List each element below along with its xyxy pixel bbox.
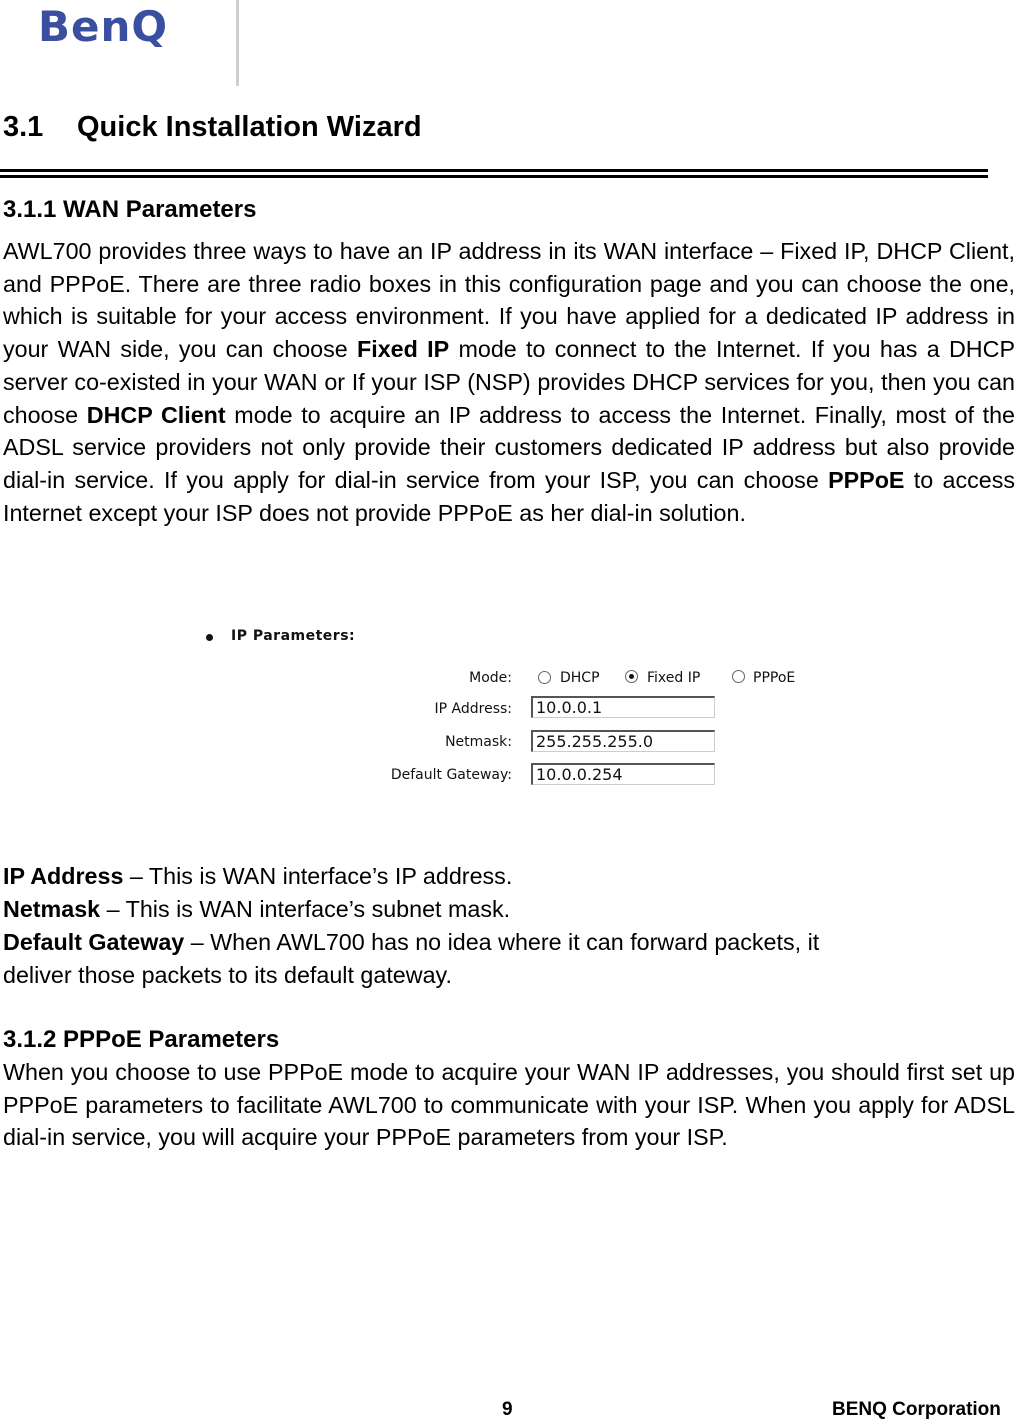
title-rule-top bbox=[0, 169, 988, 172]
ip-parameters-panel bbox=[200, 624, 820, 794]
radio-dhcp[interactable] bbox=[538, 671, 551, 684]
term-fixed-ip: Fixed IP bbox=[357, 336, 450, 363]
wan-heading: 3.1.1 WAN Parameters bbox=[3, 196, 257, 223]
netmask-input[interactable]: 255.255.255.0 bbox=[531, 730, 715, 752]
term-pppoe: PPPoE bbox=[828, 466, 905, 493]
default-gateway-input[interactable]: 10.0.0.254 bbox=[531, 763, 715, 785]
ip-address-label: IP Address: bbox=[434, 701, 512, 717]
section-title-text: Quick Installation Wizard bbox=[77, 111, 422, 143]
page-number: 9 bbox=[502, 1399, 513, 1420]
footer-company: BENQ Corporation bbox=[832, 1399, 1001, 1420]
radio-fixed-ip[interactable] bbox=[625, 670, 638, 683]
def-default-gateway-cont: deliver those packets to its default gateway. bbox=[3, 962, 452, 988]
mode-label: Mode: bbox=[469, 670, 512, 686]
term-dhcp-client: DHCP Client bbox=[86, 401, 226, 428]
section-title bbox=[3, 110, 422, 144]
netmask-label: Netmask: bbox=[445, 734, 512, 750]
ip-address-input[interactable]: 10.0.0.1 bbox=[531, 696, 715, 718]
ip-parameters-title: IP Parameters: bbox=[231, 628, 356, 644]
def-ip-address: IP Address – This is WAN interface’s IP address. bbox=[3, 863, 513, 889]
radio-dhcp-label: DHCP bbox=[560, 670, 600, 686]
def-netmask: Netmask – This is WAN interface’s subnet mask. bbox=[3, 896, 511, 922]
section-number: 3.1 bbox=[3, 111, 44, 143]
pppoe-paragraph: When you choose to use PPPoE mode to acquire your WAN IP addresses, you should first set up PPPoE parameters to facilitate AWL700 to communicate with your ISP. When you apply for ADSL dial-in service, you will acquire your PPPoE parameters from your ISP. bbox=[3, 1059, 1015, 1151]
wan-paragraph: AWL700 provides three ways to have an IP address in its WAN interface – Fixed IP, DHCP Client, and PPPoE. There are three radio boxes in this configuration page and you can choose the one, which is suitable for your access environment. If you have applied for a dedicated IP address in your WAN side, you can choose Fixed IP mode to connect to the Internet. If you has a DHCP server co-existed in your WAN or If your ISP (NSP) provides DHCP services for you, then you can choose DHCP Client mode to acquire an IP address to access the Internet. Finally, most of the ADSL service providers not only provide their customers dedicated IP address but also provide dial-in service. If you apply for dial-in service from your ISP, you can choose PPPoE to access Internet except your ISP does not provide PPPoE as her dial-in solution. bbox=[3, 238, 1016, 526]
radio-pppoe[interactable] bbox=[732, 670, 745, 683]
radio-fixed-ip-label: Fixed IP bbox=[647, 670, 701, 686]
default-gateway-label: Default Gateway: bbox=[390, 767, 512, 783]
def-default-gateway: Default Gateway – When AWL700 has no idea where it can forward packets, it bbox=[3, 929, 820, 955]
title-rule-bottom bbox=[0, 175, 988, 178]
header-divider bbox=[236, 0, 239, 86]
pppoe-heading: 3.1.2 PPPoE Parameters bbox=[3, 1026, 280, 1053]
radio-pppoe-label: PPPoE bbox=[753, 670, 796, 686]
benq-logo: BenQ bbox=[38, 2, 169, 51]
bullet-icon bbox=[206, 634, 213, 641]
